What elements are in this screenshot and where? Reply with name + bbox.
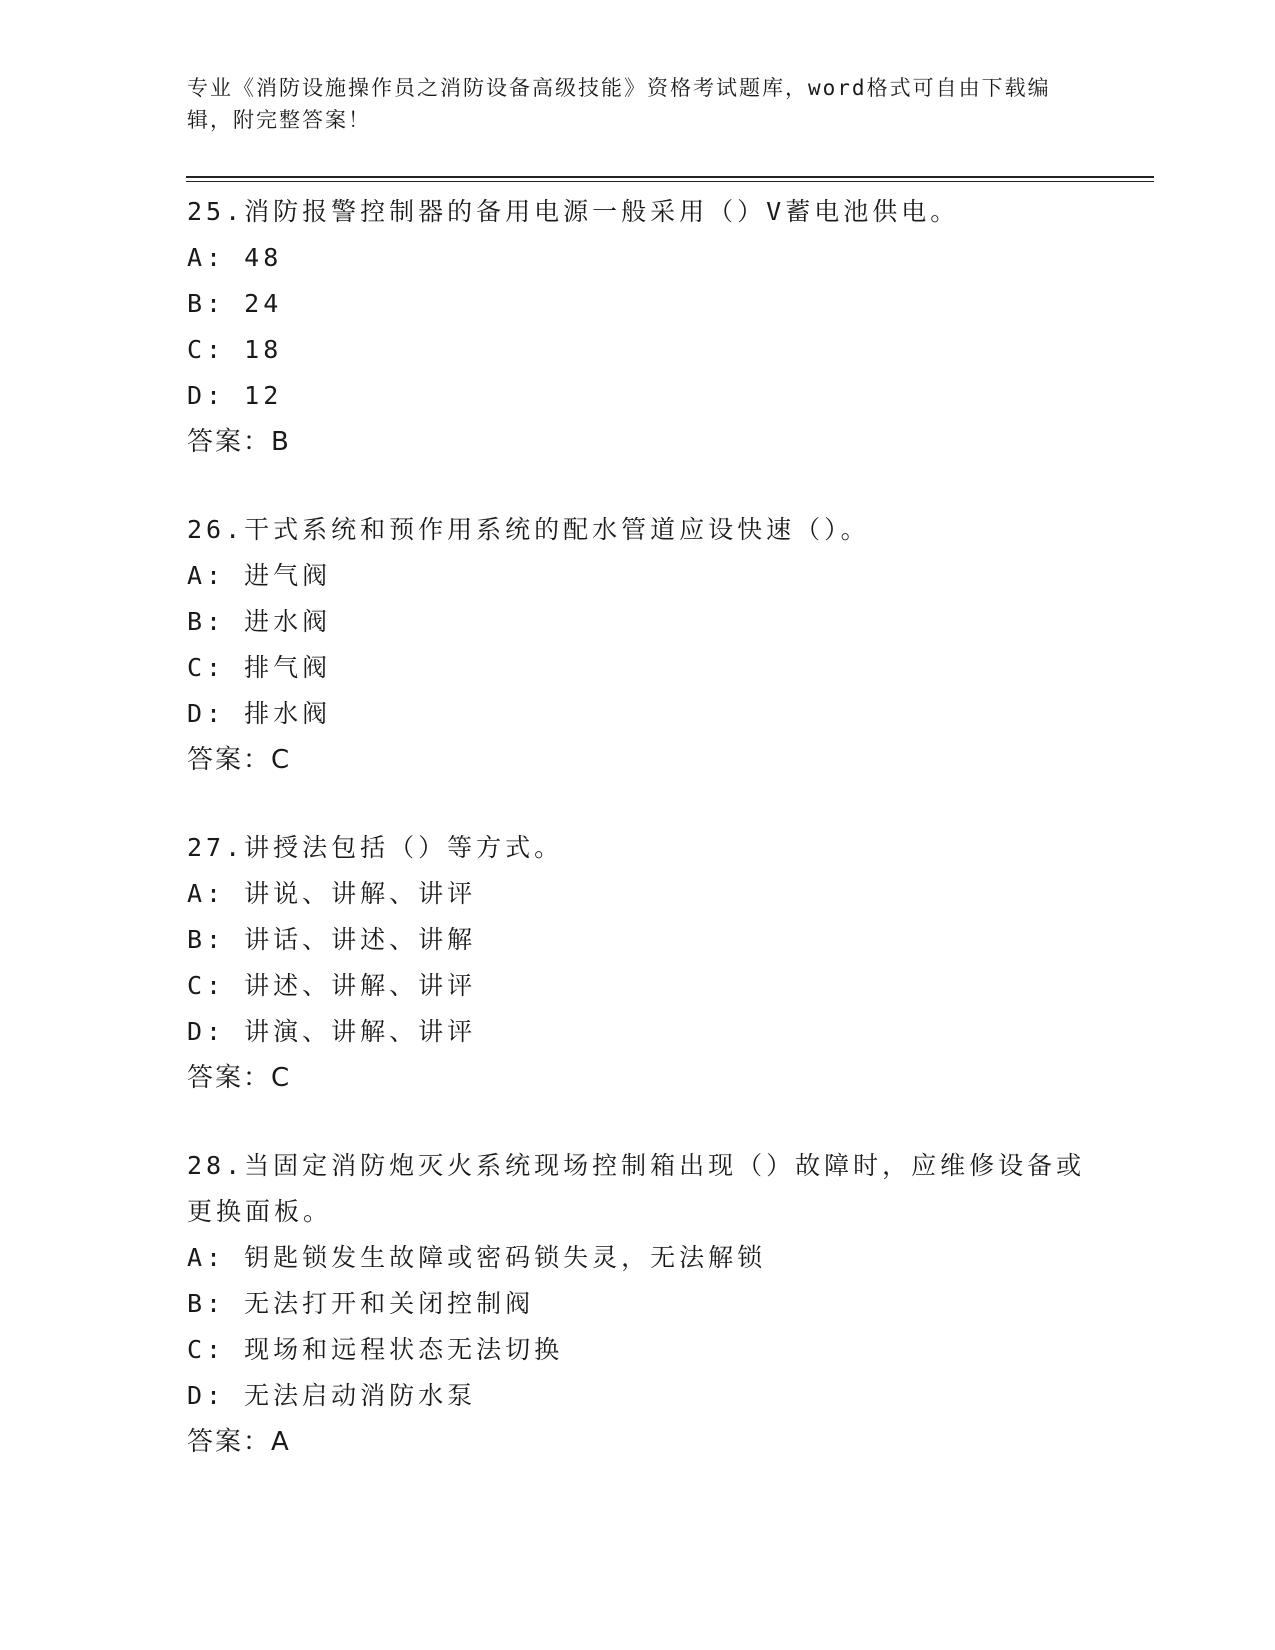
option-d: D: 无法启动消防水泵 (187, 1381, 477, 1410)
question-title: 26.干式系统和预作用系统的配水管道应设快速（）。 (187, 515, 870, 544)
question-25 (187, 189, 1087, 465)
option-b: B: 进水阀 (187, 607, 332, 636)
answer-line: 答案：A (187, 1427, 291, 1457)
option-d: D: 排水阀 (187, 699, 332, 728)
option-c: C: 排气阀 (187, 653, 332, 682)
answer-line: 答案：C (187, 745, 292, 775)
question-list (187, 189, 1087, 1507)
option-a: A: 48 (187, 243, 283, 272)
option-d: D: 12 (187, 381, 283, 410)
option-a: A: 讲说、讲解、讲评 (187, 879, 477, 908)
header-divider-thick (186, 176, 1154, 178)
answer-line: 答案：C (187, 1063, 292, 1093)
question-title: 25.消防报警控制器的备用电源一般采用（）V蓄电池供电。 (187, 197, 960, 226)
option-a: A: 进气阀 (187, 561, 332, 590)
option-d: D: 讲演、讲解、讲评 (187, 1017, 477, 1046)
option-c: C: 现场和远程状态无法切换 (187, 1335, 564, 1364)
option-a: A: 钥匙锁发生故障或密码锁失灵，无法解锁 (187, 1243, 767, 1272)
document-header: 专业《消防设施操作员之消防设备高级技能》资格考试题库，word格式可自由下载编辑，附完整答案！ (187, 76, 1051, 132)
option-b: B: 无法打开和关闭控制阀 (187, 1289, 535, 1318)
option-c: C: 18 (187, 335, 283, 364)
option-b: B: 24 (187, 289, 283, 318)
question-27 (187, 825, 1087, 1101)
question-title: 27.讲授法包括（）等方式。 (187, 833, 564, 862)
answer-line: 答案：B (187, 427, 291, 457)
question-title: 28.当固定消防炮灭火系统现场控制箱出现（）故障时，应维修设备或更换面板。 (187, 1151, 1086, 1226)
option-c: C: 讲述、讲解、讲评 (187, 971, 477, 1000)
question-28 (187, 1143, 1087, 1465)
header-divider-thin (186, 181, 1154, 182)
option-b: B: 讲话、讲述、讲解 (187, 925, 477, 954)
question-26 (187, 507, 1087, 783)
